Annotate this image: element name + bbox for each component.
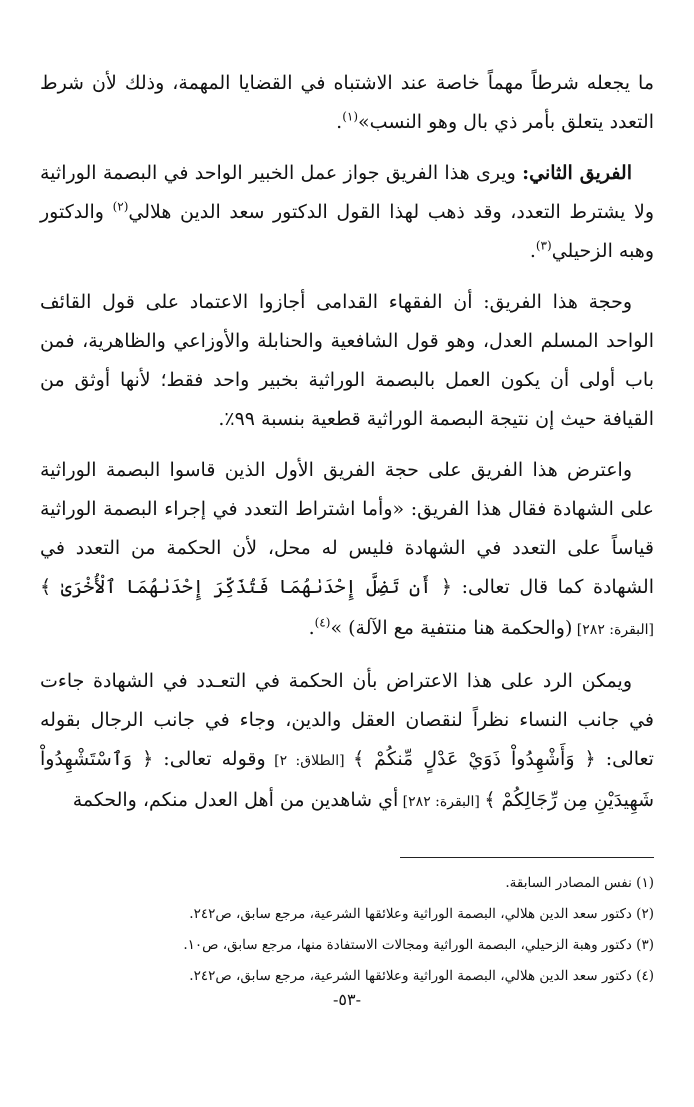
paragraph-5-text3: أي شاهدين من أهل العدل منكم، والحكمة [72,789,399,811]
paragraph-5-text: ويمكن الرد على هذا الاعتراض بأن الحكمة في التعـدد في الشهادة جاءت في جانب النساء نظراً لنقصان العقل والدين، وجاء في جانب الرجال بقوله تعالى: [40,670,654,770]
paragraph-5-text2: وقوله تعالى: [153,748,266,770]
paragraph-2-text2: والدكتور وهبه الزحيلي [40,201,654,262]
verse-reference-1: [البقرة: ٢٨٢] [572,622,654,638]
verse-reference-2: [الطلاق: ٢] [265,753,354,769]
paragraph-3-text: وحجة هذا الفريق: أن الفقهاء القدامى أجازوا الاعتماد على قول القائف الواحد المسلم العدل، وهو قول الشافعية والحنابلة والأوزاعي والظاهرية، فمن باب أولى أن يكون العمل بالبصمة الوراثية بخبير واحد فقط؛ لأنها أوثق من القيافة حيث إن نتيجة البصمة الوراثية قطعية بنسبة ٩٩٪. [40,291,654,430]
paragraph-2-end: . [529,240,536,262]
quran-verse-1: ﴿ أَن تَضِلَّ إِحْدَىٰهُمَا فَتُذَكِّرَ إِحْدَىٰهُمَا ٱلْأُخْرَىٰ ﴾ [40,576,453,598]
quran-verse-3: ﴿ وَٱسْتَشْهِدُواْ شَهِيدَيْنِ مِن رِّجَالِكُمْ ﴾ [40,748,654,811]
footnote-marker-4: (٤) [314,615,331,630]
footnote-marker-1: (١) [342,109,359,124]
paragraph-2 [40,154,654,271]
footnote-4: (٤) دكتور سعد الدين هلالي، البصمة الوراثية وعلائقها الشرعية، مرجع سابق، ص٢٤٢. [189,968,654,984]
paragraph-2-text: ويرى هذا الفريق جواز عمل الخبير الواحد في البصمة الوراثية ولا يشترط التعدد، وقد ذهب لهذا القول الدكتور سعد الدين هلالي [40,162,654,223]
paragraph-3 [40,283,654,439]
footnotes [40,868,654,992]
footnote-2: (٢) دكتور سعد الدين هلالي، البصمة الوراثية وعلائقها الشرعية، مرجع سابق، ص٢٤٢. [189,906,654,922]
paragraph-4 [40,451,654,650]
paragraph-4-text: واعترض هذا الفريق على حجة الفريق الأول الذين قاسوا البصمة الوراثية على الشهادة فقال هذا الفريق: «وأما اشتراط التعدد في إجراء البصمة الوراثية قياساً على التعدد في الشهادة فليس له محل، لأن الحكمة من التعدد في الشهادة كما قال تعالى: [40,459,654,598]
page-number: -٥٣- [333,990,361,1009]
footnote-marker-3: (٣) [535,238,552,253]
paragraph-4-text2: (والحكمة هنا منتفية مع الآلة) » [330,617,573,639]
quran-verse-2: ﴿ وَأَشْهِدُواْ ذَوَيْ عَدْلٍ مِّنكُمْ ﴾ [353,748,596,770]
paragraph-4-end: . [308,617,315,639]
paragraph-5 [40,662,654,822]
paragraph-1-end: . [336,111,343,133]
footnote-divider [400,857,654,858]
footnote-marker-2: (٢) [112,199,129,214]
footnote-3: (٣) دكتور وهبة الزحيلي، البصمة الوراثية ومجالات الاستفادة منها، مرجع سابق، ص١٠. [183,937,654,953]
paragraph-2-heading: الفريق الثاني: [522,162,633,184]
paragraph-1-text: ما يجعله شرطاً مهماً خاصة عند الاشتباه في القضايا المهمة، وذلك لأن شرط التعدد يتعلق بأمر ذي بال وهو النسب» [40,72,654,133]
paragraph-1 [40,64,654,142]
body-text [40,64,654,834]
verse-reference-3: [البقرة: ٢٨٢] [398,794,485,810]
footnote-1: (١) نفس المصادر السابقة. [505,875,654,891]
